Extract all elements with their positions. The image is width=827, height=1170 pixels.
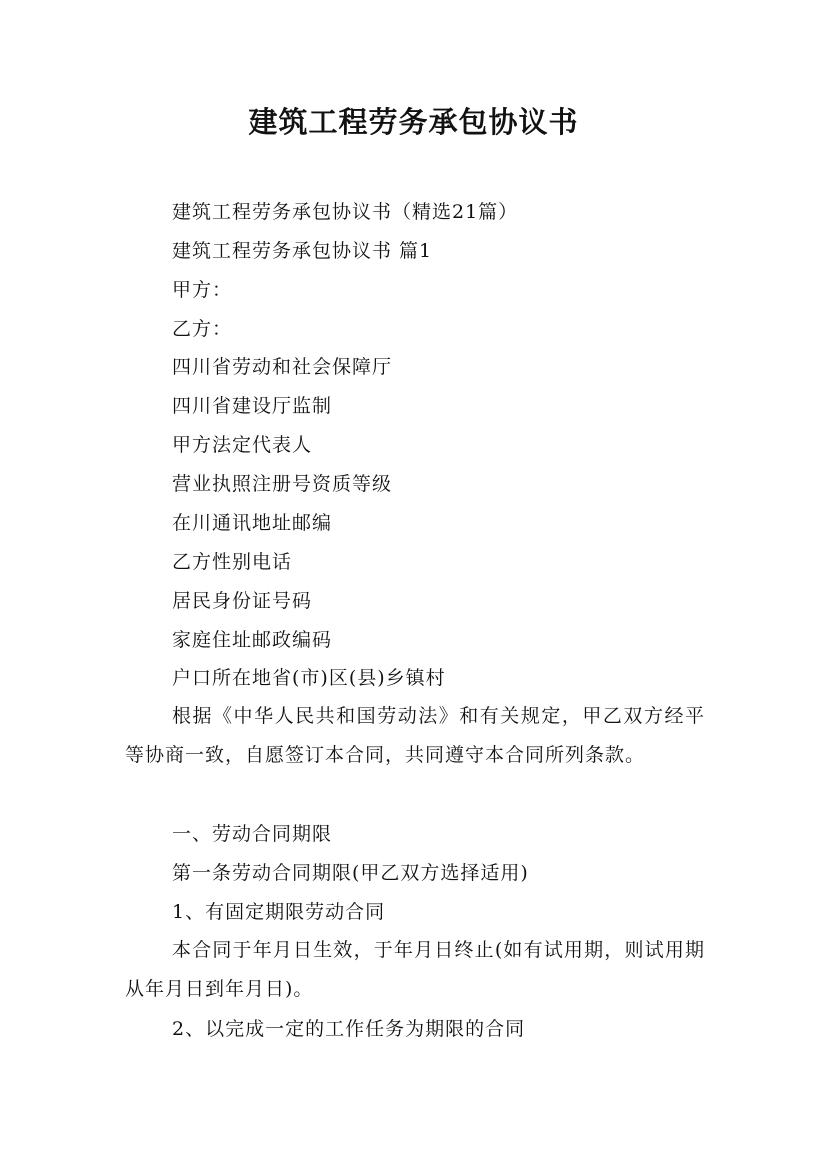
document-line: 户口所在地省(市)区(县)乡镇村 — [172, 667, 446, 689]
document-line: 乙方： — [172, 318, 233, 340]
list-item: 1、有固定期限劳动合同 — [172, 901, 386, 923]
body-paragraph: 根据《中华人民共和国劳动法》和有关规定，甲乙双方经平等协商一致，自愿签订本合同，共同遵守本合同所列条款。 — [125, 705, 705, 766]
document-line: 在川通讯地址邮编 — [172, 512, 333, 534]
document-line: 乙方性别电话 — [172, 551, 293, 573]
document-line: 甲方： — [172, 279, 233, 301]
section-heading: 一、劳动合同期限 — [172, 823, 333, 845]
list-item: 2、以完成一定的工作任务为期限的合同 — [172, 1018, 526, 1040]
document-line: 建筑工程劳务承包协议书（精选21篇） — [172, 201, 519, 223]
document-line: 四川省建设厅监制 — [172, 395, 333, 417]
document-line: 营业执照注册号资质等级 — [172, 473, 393, 495]
document-line: 居民身份证号码 — [172, 590, 313, 612]
document-line: 建筑工程劳务承包协议书 篇1 — [172, 240, 433, 262]
document-line: 甲方法定代表人 — [172, 434, 313, 456]
document-line: 四川省劳动和社会保障厅 — [172, 356, 393, 378]
body-paragraph: 本合同于年月日生效，于年月日终止(如有试用期，则试用期从年月日到年月日)。 — [125, 939, 705, 1000]
article-heading: 第一条劳动合同期限(甲乙双方选择适用) — [172, 862, 529, 884]
document-title: 建筑工程劳务承包协议书 — [248, 105, 579, 139]
document-line: 家庭住址邮政编码 — [172, 629, 333, 651]
